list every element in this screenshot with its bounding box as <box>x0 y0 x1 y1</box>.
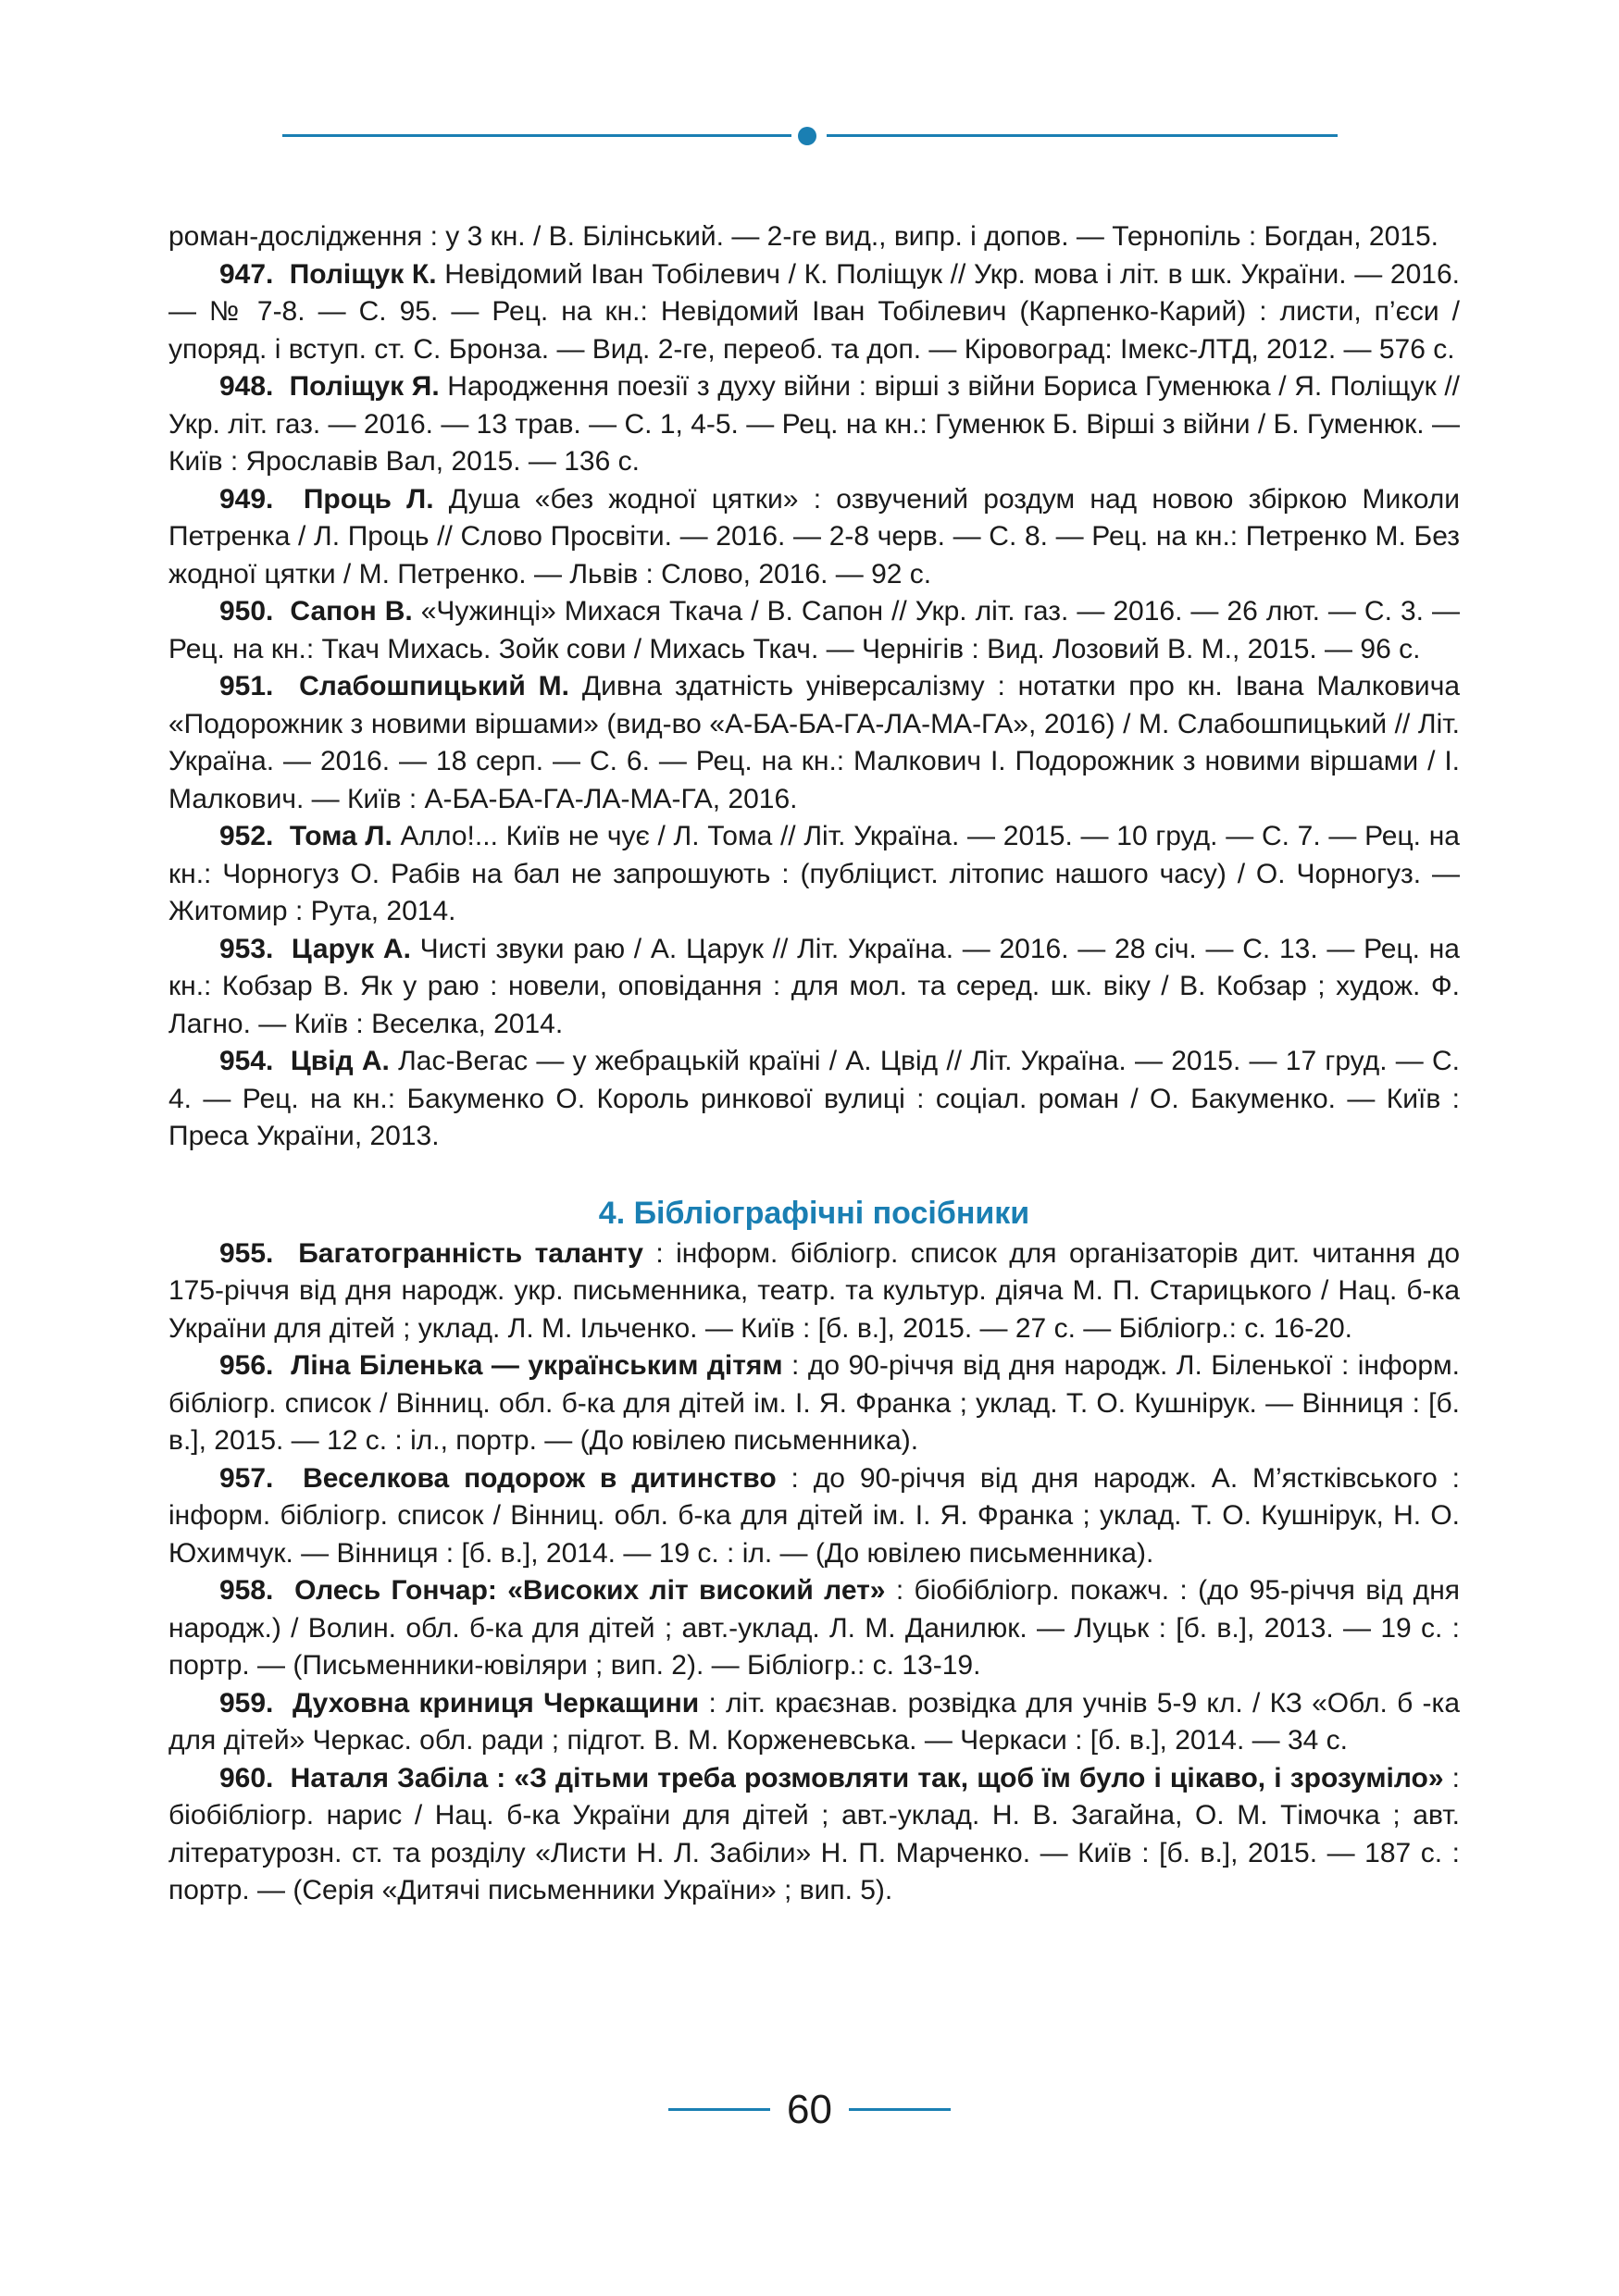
section-title: 4. Бібліографічні посібники <box>598 1195 1030 1231</box>
entry-number: 956. <box>219 1350 274 1381</box>
entry-text: Алло!... Київ не чує / Л. Тома // Літ. Україна. — 2015. — 10 груд. — С. 7. — Рец. на кн.: Чорногуз О. Рабів на бал не запрошують : (публіцист. літопис нашого часу) / О. Чорногуз. — Житомир : Рута, 2014. <box>168 821 1460 926</box>
entry-number: 960. <box>219 1762 274 1793</box>
entry-text: Народження поезії з духу війни : вірші з війни Бориса Гуменюка / Я. Поліщук // Укр. літ. газ. — 2016. — 13 трав. — С. 1, 4-5. — Рец. на кн.: Гуменюк Б. Вірші з війни / Б. Гуменюк. — Київ : Ярославів Вал, 2015. — 136 с. <box>168 371 1461 477</box>
bibliography-entry <box>168 818 1460 931</box>
bibliography-entry <box>168 1235 1460 1348</box>
entry-number: 951. <box>219 671 274 701</box>
bibliography-entry <box>168 1760 1460 1910</box>
entry-text: Лас-Вегас — у жебрацькій країні / А. Цвід // Літ. Україна. — 2015. — 17 груд. — С. 4. — Рец. на кн.: Бакуменко О. Король ринкової вулиці : соціал. роман / О. Бакуменко. — Київ : Преса України, 2013. <box>168 1046 1461 1151</box>
guide-entries <box>168 1235 1460 1910</box>
entry-heading: Сапон В. <box>290 596 413 627</box>
entry-heading: Царук А. <box>291 933 411 964</box>
entry-number: 948. <box>219 371 274 402</box>
bibliography-entry <box>168 668 1460 818</box>
bibliography-entry <box>168 1460 1460 1573</box>
entry-text: : біобібліогр. нарис / Нац. б-ка України для дітей ; авт.-уклад. Н. В. Загайна, О. М. Тімочка ; авт. літературозн. ст. та розділу «Листи Н. Л. Забіли» Н. П. Марченко. — Київ : [б. в.], 2015. — 187 с. : портр. — (Серія «Дитячі письменники України» ; вип. 5). <box>168 1762 1460 1905</box>
entry-heading: Ліна Біленька — українським дітям <box>291 1350 783 1381</box>
header-dot <box>798 127 816 145</box>
entry-number: 953. <box>219 933 274 964</box>
entry-text: : літ. краєзнав. розвідка для учнів 5-9 кл. / КЗ «Обл. б -ка для дітей» Черкас. обл. ради ; підгот. В. М. Корженевська. — Черкаси : [б. в.], 2014. — 34 с. <box>168 1687 1460 1756</box>
entry-heading: Поліщук Я. <box>289 371 440 402</box>
continuation-text: роман-дослідження : у 3 кн. / В. Білінський. — 2-ге вид., випр. і допов. — Тернопіль : Богдан, 2015. <box>168 221 1438 252</box>
bibliography-entry <box>168 1347 1460 1460</box>
entry-heading: Багатогранність таланту <box>298 1237 643 1269</box>
entry-text: : біобібліогр. покажч. : (до 95-річчя від дня народж.) / Волин. обл. б-ка для дітей ; авт.-уклад. Л. М. Данилюк. — Луцьк : [б. в.], 2013. — 19 с. : портр. — (Письменники-ювіляри ; вип. 2). — Бібліогр.: с. 13-19. <box>168 1575 1461 1681</box>
bibliography-entry <box>168 931 1460 1044</box>
entry-text: : до 90-річчя від дня народж. Л. Біленької : інформ. бібліогр. список / Вінниц. обл. б-ка для дітей ім. І. Я. Франка ; уклад. Т. О. Кушнірук. — Вінниця : [б. в.], 2015. — 12 с. : іл., портр. — (До ювілею письменника). <box>168 1350 1460 1456</box>
entry-number: 952. <box>219 821 274 851</box>
header-rule-left <box>282 134 791 137</box>
bibliography-entry <box>168 368 1460 481</box>
entry-heading: Проць Л. <box>303 483 434 515</box>
page-number: 60 <box>787 2087 832 2132</box>
entry-text: Душа «без жодної цятки» : озвучений роздум над новою збіркою Миколи Петренка / Л. Проць // Слово Просвіти. — 2016. — 2-8 черв. — С. 8. — Рец. на кн.: Петренко М. Без жодної цятки / М. Петренко. — Львів : Слово, 2016. — 92 с. <box>168 483 1460 590</box>
entry-text: «Чужинці» Михася Ткача / В. Сапон // Укр. літ. газ. — 2016. — 26 лют. — С. 3. — Рец. на кн.: Ткач Михась. Зойк сови / Михась Ткач. — Чернігів : Вид. Лозовий В. М., 2015. — 96 с. <box>168 596 1460 664</box>
bibliography-entry <box>168 481 1460 594</box>
entry-heading: Цвід А. <box>290 1046 390 1076</box>
entry-number: 955. <box>219 1237 274 1269</box>
entry-heading: Наталя Забіла : «З дітьми треба розмовляти так, щоб їм було і цікаво, і зрозуміло» <box>290 1762 1444 1793</box>
entry-heading: Слабошпицький М. <box>299 671 569 701</box>
entry-number: 954. <box>219 1046 274 1076</box>
page-footer <box>0 2087 1619 2133</box>
entry-number: 950. <box>219 596 274 627</box>
entry-number: 959. <box>219 1687 274 1719</box>
entry-text: Чисті звуки раю / А. Царук // Літ. Україна. — 2016. — 28 січ. — С. 13. — Рец. на кн.: Кобзар В. Як у раю : новели, оповідання : для мол. та серед. шк. віку / В. Кобзар ; худож. Ф. Лагно. — Київ : Веселка, 2014. <box>168 933 1460 1039</box>
entry-number: 949. <box>219 483 274 515</box>
bibliography-entry <box>168 1043 1460 1156</box>
entry-text: Дивна здатність універсалізму : нотатки про кн. Івана Малковича «Подорожник з новими віршами» (вид-во «А-БА-БА-ГА-ЛА-МА-ГА», 2016) / М. Слабошпицький // Літ. Україна. — 2016. — 18 серп. — С. 6. — Рец. на кн.: Малкович І. Подорожник з новими віршами / І. Малкович. — Київ : А-БА-БА-ГА-ЛА-МА-ГА, 2016. <box>168 671 1461 814</box>
bibliography-entry <box>168 256 1460 369</box>
entry-text: Невідомий Іван Тобілевич / К. Поліщук // Укр. мова і літ. в шк. України. — 2016. — № 7-8. — С. 95. — Рец. на кн.: Невідомий Іван Тобілевич (Карпенко-Карий) : листи, п’єси / упоряд. і вступ. ст. С. Бронза. — Вид. 2-ге, переоб. та доп. — Кіровоград: Імекс-ЛТД, 2012. — 576 с. <box>168 258 1460 365</box>
entry-text: : до 90-річчя від дня народж. А. М’ястківського : інформ. бібліогр. список / Вінниц. обл. б-ка для дітей ім. І. Я. Франка ; уклад. Т. О. Кушнірук, Н. О. Юхимчук. — Вінниця : [б. в.], 2014. — 19 с. : іл. — (До ювілею письменника). <box>168 1462 1461 1569</box>
entry-number: 957. <box>219 1462 274 1494</box>
entry-heading: Духовна криниця Черкащини <box>292 1687 700 1719</box>
entry-heading: Веселкова подорож в дитинство <box>303 1462 777 1494</box>
footer-rule-left <box>668 2108 770 2111</box>
entry-number: 958. <box>219 1575 274 1606</box>
entry-heading: Тома Л. <box>289 821 392 851</box>
entry-heading: Поліщук К. <box>289 258 437 290</box>
page-body <box>168 218 1460 1910</box>
review-entries <box>168 256 1460 1156</box>
header-rule-right <box>827 134 1338 137</box>
bibliography-entry <box>168 593 1460 668</box>
entry-heading: Олесь Гончар: «Високих літ високий лет» <box>294 1575 886 1606</box>
footer-rule-right <box>849 2108 951 2111</box>
bibliography-entry <box>168 1572 1460 1685</box>
bibliography-entry <box>168 1685 1460 1760</box>
entry-text: : інформ. бібліогр. список для організаторів дит. читання до 175-річчя від дня народж. укр. письменника, театр. та культур. діяча М. П. Старицького / Нац. б-ка України для дітей ; уклад. Л. М. Ільченко. — Київ : [б. в.], 2015. — 27 с. — Бібліогр.: с. 16-20. <box>168 1237 1460 1344</box>
entry-number: 947. <box>219 258 274 290</box>
